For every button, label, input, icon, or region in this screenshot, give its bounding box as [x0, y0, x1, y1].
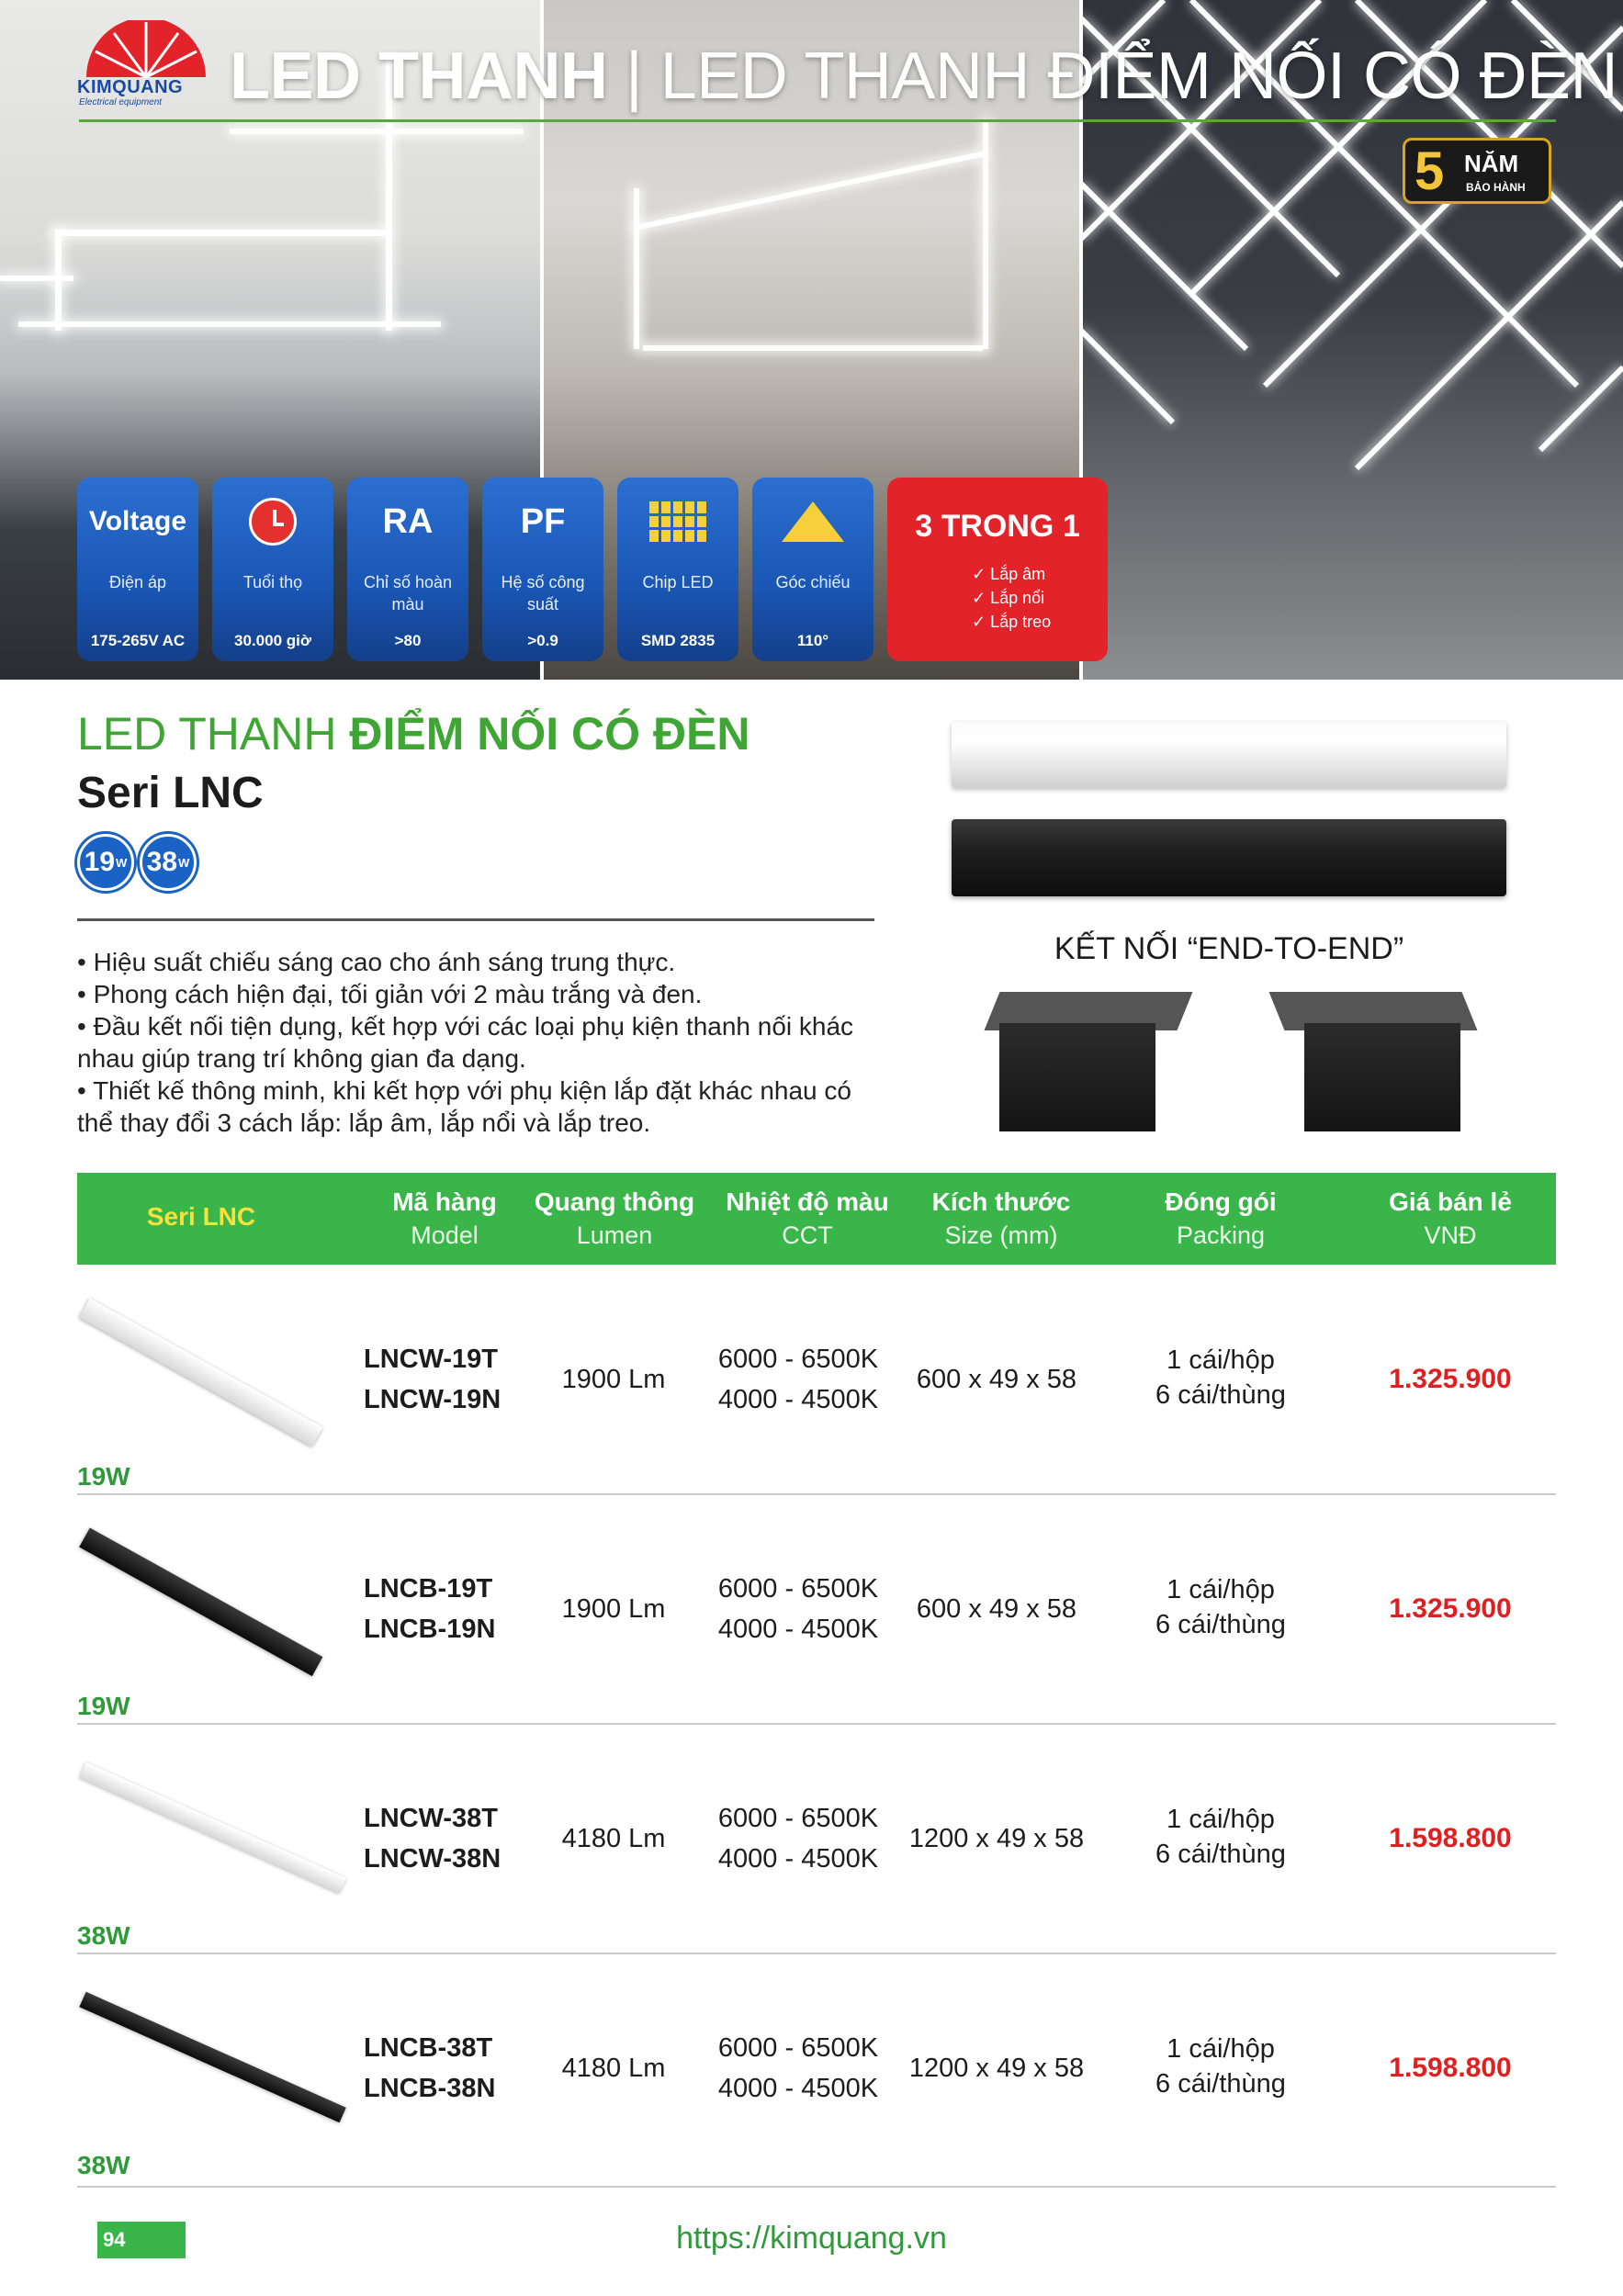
product-title-light: LED THANH — [77, 708, 350, 760]
row-wattage: 19W — [77, 1462, 130, 1491]
table-series-label: Seri LNC — [146, 1202, 256, 1231]
website-link[interactable]: https://kimquang.vn — [676, 2221, 947, 2256]
row-wattage: 19W — [77, 1692, 130, 1720]
table-row — [77, 1954, 1556, 2184]
chip-led-icon — [617, 494, 738, 549]
page-title-separator: | — [607, 39, 660, 113]
spec-value: >0.9 — [527, 632, 558, 649]
column-header-price: Giá bán lẻ VNĐ — [1389, 1187, 1512, 1249]
spec-value: SMD 2835 — [640, 632, 716, 649]
table-header — [77, 1173, 1556, 1265]
product-thumbnail — [77, 1266, 353, 1449]
column-header-model: Mã hàng Model — [392, 1187, 497, 1249]
spec-label: Chip LED — [642, 573, 714, 591]
mounting-option: ✓ Lắp nổi — [972, 586, 1051, 610]
product-series: Seri LNC — [77, 769, 264, 817]
section-divider — [77, 918, 874, 921]
column-header-size: Kích thước Size (mm) — [931, 1187, 1071, 1249]
voltage-icon: Voltage — [88, 506, 187, 536]
size-cell: 1200 x 49 x 58 — [908, 2054, 1085, 2083]
spec-label: Tuổi thọ — [242, 573, 303, 591]
feature-item: • Đầu kết nối tiện dụng, kết hợp với các loại phụ kiện thanh nối khác nhau giúp trang trí không gian đa dạng. — [77, 1010, 885, 1075]
feature-item: • Hiệu suất chiếu sáng cao cho ánh sáng trung thực. — [77, 946, 885, 978]
clock-icon — [212, 494, 333, 549]
row-wattage: 38W — [77, 1921, 130, 1950]
spec-card-pf — [482, 478, 603, 661]
spec-value: 175-265V AC — [90, 632, 186, 649]
page-title — [230, 35, 1617, 118]
column-header-cct: Nhiệt độ màu CCT — [726, 1187, 889, 1249]
wattage-badge-38: 38 W — [140, 834, 197, 891]
spec-value: >80 — [394, 632, 422, 649]
mounting-option: ✓ Lắp âm — [972, 562, 1051, 586]
warranty-badge — [1403, 138, 1551, 204]
product-thumbnail — [77, 1495, 353, 1679]
spec-label: Chỉ số hoàn màu — [363, 573, 453, 613]
wattage-badge-19: 19 W — [77, 834, 134, 891]
ra-icon: RA — [382, 501, 434, 541]
product-image-black — [952, 819, 1506, 896]
column-header-lumen: Quang thông Lumen — [534, 1187, 695, 1249]
packing-cell: 1 cái/hộp 6 cái/thùng — [1155, 1345, 1286, 1410]
spec-card-chip — [617, 478, 738, 661]
packing-cell: 1 cái/hộp 6 cái/thùng — [1155, 1805, 1286, 1869]
kimquang-logo — [77, 20, 224, 108]
product-title — [77, 707, 750, 760]
feature-item: • Thiết kế thông minh, khi kết hợp với phụ kiện lắp đặt khác nhau có thể thay đổi 3 cách lắp: lắp âm, lắp nổi và lắp treo. — [77, 1075, 885, 1139]
logo-subtitle: Electrical equipment — [79, 97, 163, 107]
page-title-bold: LED THANH — [230, 39, 608, 113]
packing-cell: 1 cái/hộp 6 cái/thùng — [1155, 2034, 1286, 2099]
product-image-white — [952, 722, 1506, 788]
table-row — [77, 1495, 1556, 1725]
mounting-option: ✓ Lắp treo — [972, 610, 1051, 634]
three-in-one-title: 3 TRONG 1 — [915, 509, 1080, 544]
cct-cell: 6000 - 6500K 4000 - 4500K — [717, 1804, 879, 1874]
wattage-badges — [77, 834, 197, 891]
feature-list — [77, 946, 885, 1139]
lumen-cell: 4180 Lm — [561, 1824, 666, 1853]
mounting-options — [972, 562, 1051, 634]
connector-image-right — [1277, 992, 1470, 1135]
size-cell: 600 x 49 x 58 — [916, 1594, 1077, 1624]
three-in-one-badge — [887, 478, 1108, 661]
packing-cell: 1 cái/hộp 6 cái/thùng — [1155, 1575, 1286, 1639]
product-thumbnail — [77, 1725, 353, 1908]
footer-divider — [77, 2186, 1556, 2188]
warranty-unit: NĂM — [1464, 150, 1519, 177]
table-row — [77, 1266, 1556, 1495]
feature-item: • Phong cách hiện đại, tối giản với 2 màu trắng và đen. — [77, 978, 885, 1010]
price-cell: 1.598.800 — [1389, 1823, 1512, 1853]
cct-cell: 6000 - 6500K 4000 - 4500K — [717, 1345, 879, 1414]
model-cell: LNCB-38T LNCB-38N — [364, 2033, 496, 2103]
column-header-packing: Đóng gói Packing — [1165, 1187, 1277, 1249]
price-cell: 1.598.800 — [1389, 2053, 1512, 2083]
page-title-light: LED THANH ĐIỂM NỐI CÓ ĐÈN — [659, 39, 1617, 113]
cct-cell: 6000 - 6500K 4000 - 4500K — [717, 1574, 879, 1644]
model-cell: LNCB-19T LNCB-19N — [364, 1574, 496, 1644]
spec-label: Hệ số công suất — [501, 573, 585, 613]
size-cell: 1200 x 49 x 58 — [908, 1824, 1085, 1853]
spec-label: Góc chiếu — [775, 573, 851, 591]
spec-value: 30.000 giờ — [234, 632, 311, 649]
price-cell: 1.325.900 — [1389, 1364, 1512, 1394]
table-row — [77, 1725, 1556, 1954]
warranty-number: 5 — [1414, 141, 1445, 201]
hero-banner — [0, 0, 1623, 680]
spec-value: 110° — [796, 632, 829, 649]
spec-card-lifetime — [212, 478, 333, 661]
spec-card-ra — [347, 478, 468, 661]
product-title-bold: ĐIỂM NỐI CÓ ĐÈN — [349, 708, 750, 760]
logo-name: KIMQUANG — [77, 77, 184, 97]
warranty-label: BẢO HÀNH — [1466, 181, 1526, 194]
connector-image-left — [992, 992, 1185, 1135]
lumen-cell: 4180 Lm — [561, 2054, 666, 2083]
spec-label: Điện áp — [108, 573, 167, 591]
title-underline — [79, 119, 1556, 122]
spec-card-beam-angle — [752, 478, 873, 661]
price-cell: 1.325.900 — [1389, 1593, 1512, 1624]
page-number: 94 — [97, 2222, 186, 2258]
connector-title: KẾT NỐI “END-TO-END” — [1054, 931, 1404, 966]
pf-icon: PF — [520, 501, 566, 541]
lumen-cell: 1900 Lm — [561, 1365, 666, 1394]
lumen-cell: 1900 Lm — [561, 1594, 666, 1624]
beam-angle-icon — [752, 494, 873, 549]
model-cell: LNCW-19T LNCW-19N — [364, 1345, 502, 1414]
row-wattage: 38W — [77, 2151, 130, 2179]
model-cell: LNCW-38T LNCW-38N — [364, 1804, 502, 1874]
cct-cell: 6000 - 6500K 4000 - 4500K — [717, 2033, 879, 2103]
spec-card-voltage — [77, 478, 198, 661]
logo-sunburst-icon — [77, 20, 215, 81]
size-cell: 600 x 49 x 58 — [916, 1365, 1077, 1394]
product-thumbnail — [77, 1954, 353, 2138]
